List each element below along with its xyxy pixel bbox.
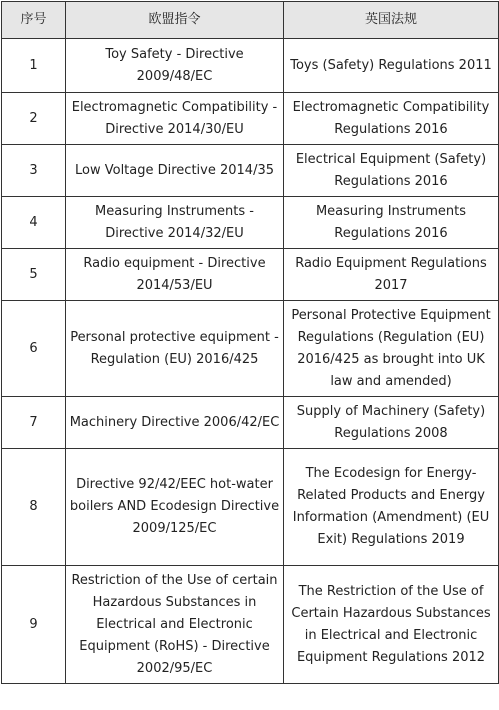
table-row — [2, 145, 499, 197]
table-row — [2, 197, 499, 249]
row-number: 8 — [2, 449, 66, 566]
header-uk-regulation: 英国法规 — [284, 2, 499, 39]
table-header — [2, 2, 499, 39]
row-number: 2 — [2, 93, 66, 145]
uk-regulation-cell: Supply of Machinery (Safety) Regulations 2008 — [284, 397, 499, 449]
table-row — [2, 397, 499, 449]
row-number: 5 — [2, 249, 66, 301]
uk-regulation-cell: Measuring Instruments Regulations 2016 — [284, 197, 499, 249]
uk-regulation-cell: Radio Equipment Regulations 2017 — [284, 249, 499, 301]
table-body — [2, 39, 499, 684]
uk-regulation-cell: Electromagnetic Compatibility Regulations 2016 — [284, 93, 499, 145]
table-row — [2, 93, 499, 145]
header-row — [2, 2, 499, 39]
table-row — [2, 39, 499, 93]
eu-directive-cell: Toy Safety - Directive 2009/48/EC — [66, 39, 284, 93]
eu-directive-cell: Radio equipment - Directive 2014/53/EU — [66, 249, 284, 301]
regulations-table — [1, 1, 499, 684]
eu-directive-cell: Electromagnetic Compatibility - Directive 2014/30/EU — [66, 93, 284, 145]
row-number: 9 — [2, 566, 66, 684]
uk-regulation-cell: Toys (Safety) Regulations 2011 — [284, 39, 499, 93]
row-number: 4 — [2, 197, 66, 249]
row-number: 6 — [2, 301, 66, 397]
table-row — [2, 301, 499, 397]
header-eu-directive: 欧盟指令 — [66, 2, 284, 39]
uk-regulation-cell: The Ecodesign for Energy-Related Products and Energy Information (Amendment) (EU Exit) Regulations 2019 — [284, 449, 499, 566]
header-serial-number: 序号 — [2, 2, 66, 39]
uk-regulation-cell: The Restriction of the Use of Certain Hazardous Substances in Electrical and Electronic Equipment Regulations 2012 — [284, 566, 499, 684]
eu-directive-cell: Directive 92/42/EEC hot-water boilers AND Ecodesign Directive 2009/125/EC — [66, 449, 284, 566]
row-number: 1 — [2, 39, 66, 93]
table-row — [2, 249, 499, 301]
uk-regulation-cell: Electrical Equipment (Safety) Regulations 2016 — [284, 145, 499, 197]
table-row — [2, 449, 499, 566]
eu-directive-cell: Low Voltage Directive 2014/35 — [66, 145, 284, 197]
uk-regulation-cell: Personal Protective Equipment Regulations (Regulation (EU) 2016/425 as brought into UK law and amended) — [284, 301, 499, 397]
eu-directive-cell: Personal protective equipment - Regulation (EU) 2016/425 — [66, 301, 284, 397]
eu-directive-cell: Measuring Instruments - Directive 2014/32/EU — [66, 197, 284, 249]
row-number: 7 — [2, 397, 66, 449]
eu-directive-cell: Restriction of the Use of certain Hazardous Substances in Electrical and Electronic Equipment (RoHS) - Directive 2002/95/EC — [66, 566, 284, 684]
row-number: 3 — [2, 145, 66, 197]
table-row — [2, 566, 499, 684]
eu-directive-cell: Machinery Directive 2006/42/EC — [66, 397, 284, 449]
